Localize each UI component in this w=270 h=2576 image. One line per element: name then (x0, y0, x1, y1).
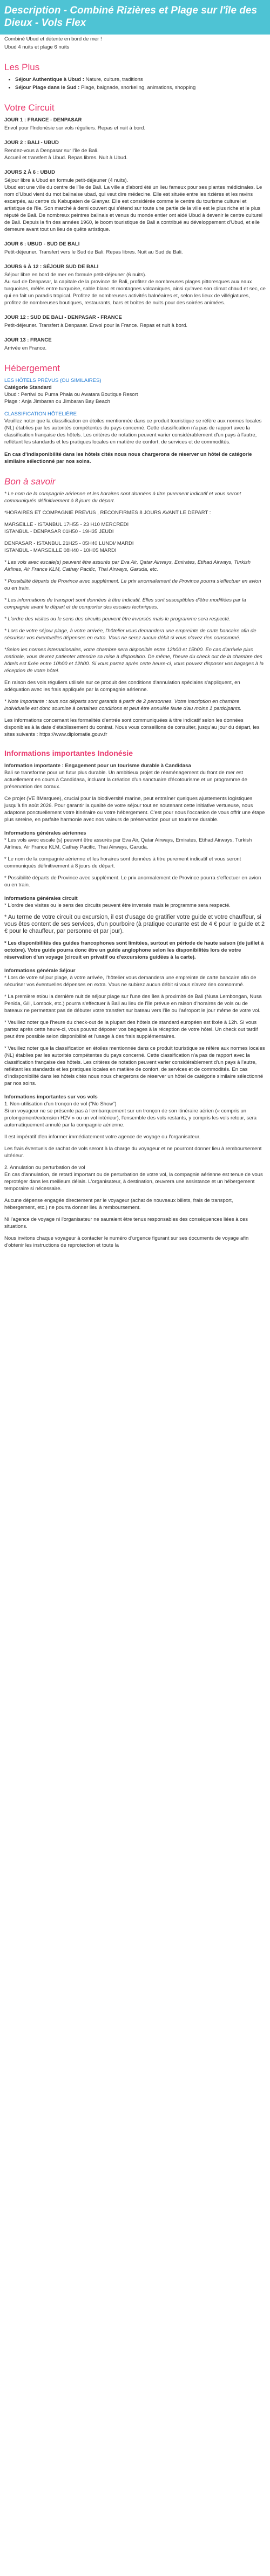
info-subsection (4, 895, 266, 961)
info-paragraph: Aucune dépense engagée directement par le voyageur (achat de nouveaux billets, frais de transport, hébergement, etc.) ne pourra donner lieu à remboursement. (4, 1198, 233, 1211)
info-subheading: Informations générale Séjour (4, 968, 76, 974)
day-block (4, 263, 266, 306)
legal-paragraph: * Les vols avec escale(s) peuvent être assurés par Eva Air, Qatar Airways, Emirates, Etihad Airways, Turkish Airlines, Air France KLM, Cathay Pacific, Thai Airways, Garuda, etc. (4, 559, 251, 572)
info-paragraph: * Veuillez noter que la classification en étoiles mentionnée dans ce produit touristique se réfère aux normes locales (NL) établies par les autorités compétentes du pays concerné. Cette classification n'a pas de rapport avec la classification française des hôtels. Les critères de notation peuvent varier considérablement d'un pays à l'autre, reflétant les standards et les pratiques locales en matière de confort, de services et de commodités. En cas d'indisponibilité dans les hôtels cités nous nous chargerons de réserver un hôtel de catégorie similaire sélectionné par nos soins. (4, 1046, 265, 1087)
info-paragraph: Si un voyageur ne se présente pas à l'embarquement sur un tronçon de son itinéraire aérien (« compris un prolongement/extension H2V » ou un vol intérieur), l'ensemble des vols restants, y compris les vols retour, sera automatiquement annulé par la compagnie aérienne. (4, 1108, 257, 1128)
day-block (4, 139, 266, 161)
infos-block (4, 762, 266, 1249)
intro-line: Combiné Ubud et détente en bord de mer ! (4, 36, 102, 42)
bon-a-savoir-block (4, 490, 266, 738)
day-text: Ubud est une ville du centre de l'île de Bali. La ville a d'abord été un lieu fameux pour ses plantes médicinales. Le nom d'Ubud vient du mot balinaise ubad, qui veut dire médecine. Elle est située entre les rizières et les ravins escarpés, au centre du Kabupaten de Gianyar. Elle est considérée comme le centre du tourisme culturel et artistique de l'île. Son marché à demi couvert qui s'étend sur toute une partie de la ville est le plus riche et le plus réputé de Bali. De nombreux peintres balinais et venus du monde entier ont aidé Ubud à devenir le centre culturel de Bali. Depuis la fin des années 1960, le boom touristique de Bali a contribué au développement d'Ubud, et elle demeure avant tout un lieu de quête artistique. (4, 185, 262, 233)
legal-paragraph: * Les informations de transport sont données à titre indicatif. Elles sont susceptibles d'être modifiées par la compagnie avant le départ et de comporter des escales techniques. (4, 597, 246, 610)
info-subheading: Informations générales aériennes (4, 830, 86, 836)
info-subheading: Informations générales circuit (4, 896, 78, 901)
info-subsection (4, 830, 266, 889)
day-title: JOURS 2 À 6 : UBUD (4, 169, 55, 175)
day-text: Au sud de Denpasar, la capitale de la province de Bali, profitez de nombreuses plages pittoresques aux eaux turquoises, mêlés entre turquoise, sable blanc et montagnes volcaniques, ainsi qu'avec son climat chaud et sec, ce qui en fait un paradis tropical. Profitez de nombreuses activités balnéaires et, selon les lieux de villégiatures, profitez de nombreuses boutiques, restaurants, bars et boîtes de nuits pour des soirées animées. (4, 279, 266, 306)
day-title: JOUR 6 : UBUD - SUD DE BALI (4, 241, 80, 247)
legal-paragraph: * Le nom de la compagnie aérienne et les horaires sont données à titre purement indicatif et vous seront communiqués définitivement à 8 jours du départ. (4, 491, 241, 504)
day-block (4, 337, 266, 352)
day-text: Séjour libre à Ubud en formule petit-déjeuner (4 nuits). (4, 177, 129, 183)
flight-line: DENPASAR - ISTANBUL 21H25 - 05H40 LUNDI/ MARDI (4, 541, 134, 546)
day-title: JOUR 1 : FRANCE - DENPASAR (4, 117, 82, 123)
classification-text: Veuillez noter que la classification en étoiles mentionnée dans ce produit touristique se réfère aux normes locales (NL) établies par les autorités compétentes du pays concerné. Cette classification n'a pas de rapport avec la classification française des hôtels. Les critères de notation peuvent varier considérablement d'un pays à l'autre, reflétant les standards et les pratiques locales en matière de confort, de services et de commodités. (4, 418, 262, 445)
indisponibilite-text: En cas d'indisponibilité dans les hôtels cités nous nous chargerons de réserver un hôtel de catégorie similaire sélectionné par nos soins. (4, 452, 252, 464)
section-heading-circuit: Votre Circuit (4, 103, 55, 113)
list-item (15, 76, 266, 83)
page-title: Description - Combiné Rizières et Plage sur l'île des Dieux - Vols Flex (4, 5, 258, 29)
section-heading-bon-a-savoir: Bon à savoir (4, 476, 56, 487)
item-bold: Séjour Plage dans le Sud : (15, 85, 80, 91)
day-block (4, 117, 266, 132)
info-subheading: Information importante : Engagement pour un tourisme durable à Candidasa (4, 763, 191, 769)
section-heading-hebergement: Hébergement (4, 363, 60, 373)
flight-line: MARSEILLE - ISTANBUL 17H55 - 23 H10 MERCREDI (4, 522, 129, 528)
legal-paragraph: Les informations concernant les formalités d'entrée sont communiquées à titre indicatif selon les données disponibles à la date d'établissement du contrat. Nous vous conseillons de consulter, jusqu'au jour du départ, les sites suivants : https://www.diplomatie.gouv.fr (4, 718, 260, 737)
day-text: Envol pour l'Indonésie sur vols réguliers. Repas et nuit à bord. (4, 125, 146, 131)
day-block (4, 169, 266, 233)
info-paragraph: 2. Annulation ou perturbation de vol (4, 1165, 85, 1171)
content (0, 36, 270, 1249)
list-item (15, 84, 266, 91)
info-paragraph: * Lors de votre séjour plage, à votre arrivée, l'hôtelier vous demandera une empreinte de carte bancaire afin de sécuriser vos éventuelles dépenses en extra. Vous ne subirez aucun débit si vous n'avez rien consommé. (4, 975, 256, 988)
info-paragraph: * L'ordre des visites ou le sens des circuits peuvent être inversés mais le programme sera respecté. (4, 903, 231, 908)
item-text: Nature, culture, traditions (84, 77, 143, 83)
day-block (4, 314, 266, 329)
info-subsection (4, 967, 266, 1087)
day-text: Petit-déjeuner. Transfert à Denpasar. Envol pour la France. Repas et nuit à bord. (4, 323, 188, 329)
day-text: Arrivée en France. (4, 345, 47, 351)
info-paragraph: En cas d'annulation, de retard important ou de perturbation de votre vol, la compagnie aérienne est tenue de vous reprotéger dans les meilleurs délais. L'organisateur, à destination, œuvrera une assistance et un hébergement temporaire si nécessaire. (4, 1172, 263, 1192)
info-paragraph: Nous invitons chaque voyageur à contacter le numéro d'urgence figurant sur ses documents de voyage afin d'obtenir les instructions de reprotection et toute la (4, 1235, 249, 1248)
hotels-category: Catégorie Standard (4, 385, 52, 391)
classification-title: CLASSIFICATION HÔTELIÈRE (4, 411, 77, 417)
info-paragraph: * Les disponibilités des guides francophones sont limitées, surtout en période de haute saison (de juillet à octobre). Votre guide pourra donc être un guide anglophone selon les disponibilités lors de votre réservation d'un voyage (circuit en privatif ou d'excursions guidées à la carte). (4, 940, 264, 960)
info-paragraph: 1. Non-utilisation d'un tronçon de vol ("No Show") (4, 1101, 117, 1107)
flight-line: ISTANBUL - MARSEILLE 08H40 - 10H05 MARDI (4, 548, 117, 554)
day-title: JOURS 6 À 12 : SÉJOUR SUD DE BALI (4, 264, 99, 270)
legal-paragraph: En raison des vols réguliers utilisés sur ce produit des conditions d'annulation spéciales s'appliquent, en adéquation avec les frais appliqués par la compagnie aérienne. (4, 680, 240, 693)
page-banner (0, 0, 270, 35)
info-paragraph: Ce projet (VE 8Marquee), crucial pour la biodiversité marine, peut entraîner quelques ajustements logistiques jusqu'à fin août 2026. Pour garantir la qualité de votre séjour tout en soutenant cette initiative vertueuse, nous adaptons ponctuellement votre itinéraire ou votre hébergement. C'est pour nous l'occasion de vous offrir une étape plus sereine, en parfaite harmonie avec nos valeurs de préservation pour un tourisme durable. (4, 796, 265, 823)
section-heading-infos: Informations importantes Indonésie (4, 749, 133, 757)
day-title: JOUR 12 : SUD DE BALI - DENPASAR - FRANCE (4, 315, 122, 320)
info-paragraph: Les frais éventuels de rachat de vols seront à la charge du voyageur et ne pourront donner lieu à remboursement ultérieur. (4, 1146, 262, 1159)
hotels-block (4, 377, 266, 465)
hotels-plage: Plage : Anja Jimbaran ou Jimbaran Bay Beach (4, 399, 110, 405)
circuit-days (4, 117, 266, 352)
day-text: Séjour libre en bord de mer en formule petit-déjeuner (6 nuits). (4, 272, 146, 278)
info-paragraph: Bali se transforme pour un futur plus durable. Un ambitieux projet de réaménagement du front de mer est actuellement en cours à Candidasa, incluant la création d'un sanctuaire d'écotourisme et un programme de préservation des coraux. (4, 770, 247, 790)
legal-paragraph: * Lors de votre séjour plage, à votre arrivée, l'hôtelier vous demandera une empreinte de carte bancaire afin de sécuriser vos éventuelles dépenses en extra. Vous ne serez aucun débit si vous n'avez rien consommé. (4, 628, 256, 641)
section-heading-plus: Les Plus (4, 62, 40, 72)
day-title: JOUR 2 : BALI - UBUD (4, 140, 59, 146)
plus-list (4, 76, 266, 91)
flight-line: ISTANBUL - DENPASAR 01H50 - 19H35 JEUDI (4, 529, 114, 535)
intro (4, 36, 266, 51)
legal-paragraph: *Selon les normes internationales, votre chambre sera disponible entre 12h00 et 15h00. En cas d'arrivée plus matinale, vous devrez patienter attendre sa mise à disposition. De même, l'heure du check out de la chambre des hôtels est fixée entre 10h00 et 12h00. Si vous partez après cette heure-ci, vous pouvez disposer vos bagages à la réception de votre hôtel. (4, 647, 264, 674)
info-paragraph: * Possibilité départs de Province avec supplément. Le prix anormalement de Province pourra s'effectuer en avion ou en train. (4, 875, 261, 888)
item-bold: Séjour Authentique à Ubud : (15, 77, 84, 83)
info-paragraph: * La première et/ou la dernière nuit de séjour plage sur l'une des îles à proximité de Bali (Nusa Lembongan, Nusa Penida, Gili, Lombok, etc.) pourra s'effectuer à Bali au lieu de l'île prévue en raison d'horaires de vols ou de bateaux ne permettant pas de débuter votre transfert sur bateau vers l'île ou l'aéroport le jour même de votre vol. (4, 994, 262, 1014)
info-paragraph: * Les vols avec escale (s) peuvent être assurés par Eva Air, Qatar Airways, Emirates, Etihad Airways, Turkish Airlines, Air France KLM, Cathay Pacific, Thai Airways, Garuda. (4, 837, 252, 850)
info-paragraph: Ni l'agence de voyage ni l'organisateur ne sauraient être tenus responsables des conséquences liées à ces situations. (4, 1217, 248, 1229)
day-text: Petit-déjeuner. Transfert vers le Sud de Bali. Repas libres. Nuit au Sud de Bali. (4, 249, 183, 255)
info-subsection (4, 762, 266, 823)
legal-paragraph: * L'ordre des visites ou le sens des circuits peuvent être inversés mais le programme sera respecté. (4, 616, 231, 622)
intro-line: Ubud 4 nuits et plage 6 nuits (4, 44, 70, 50)
info-paragraph: * Au terme de votre circuit ou excursion, il est d'usage de gratifier votre guide et votre chauffeur, si vous êtes content de ses services, d'un pourboire (à pratique courante est de 4 € pour le guide et 2 € pour le chauffeur, par personne et par jour). (4, 914, 265, 934)
item-text: Plage, baignade, snorkeling, animations, shopping (79, 85, 196, 91)
legal-paragraph: * Note importante : tous nos départs sont garantis à partir de 2 personnes. Votre inscription en chambre individuelle est donc soumise à certaines conditions et peut être annulée faute d'au moins 1 participants. (4, 699, 242, 712)
info-subheading: Informations importantes sur vos vols (4, 1094, 98, 1100)
info-subsection (4, 1094, 266, 1249)
info-paragraph: Il est impératif d'en informer immédiatement votre agence de voyage ou l'organisateur. (4, 1134, 201, 1140)
day-block (4, 241, 266, 256)
legal-paragraph: *HORAIRES ET COMPAGNIE PRÉVUS , RECONFIRMÉS 8 JOURS AVANT LE DÉPART : (4, 510, 211, 516)
day-text: Accueil et transfert à Ubud. Repas libres. Nuit à Ubud. (4, 155, 128, 161)
hotels-ubud: Ubud : Pertiwi ou Puma Phala ou Awatara Boutique Resort (4, 392, 138, 398)
info-paragraph: * Veuillez noter que l'heure du check-out de la plupart des hôtels de standard européen est fixée à 12h. Si vous partez après cette heure-ci, vous pouvez déposer vos bagages à la réception de votre hôtel. Un check out tardif peut être possible selon disponibilité et l'usage à des frais supplémentaires. (4, 1020, 258, 1040)
info-paragraph: * Le nom de la compagnie aérienne et les horaires sont données à titre purement indicatif et vous seront communiqués définitivement à 8 jours du départ. (4, 856, 241, 869)
day-text: Rendez-vous à Denpasar sur l'île de Bali. (4, 148, 99, 154)
day-title: JOUR 13 : FRANCE (4, 337, 52, 343)
hotels-label: LES HÔTELS PRÉVUS (OU SIMILAIRES) (4, 378, 102, 384)
legal-paragraph: * Possibilité départs de Province avec supplément. Le prix anormalement de Province pourra s'effectuer en avion ou en train. (4, 578, 261, 591)
